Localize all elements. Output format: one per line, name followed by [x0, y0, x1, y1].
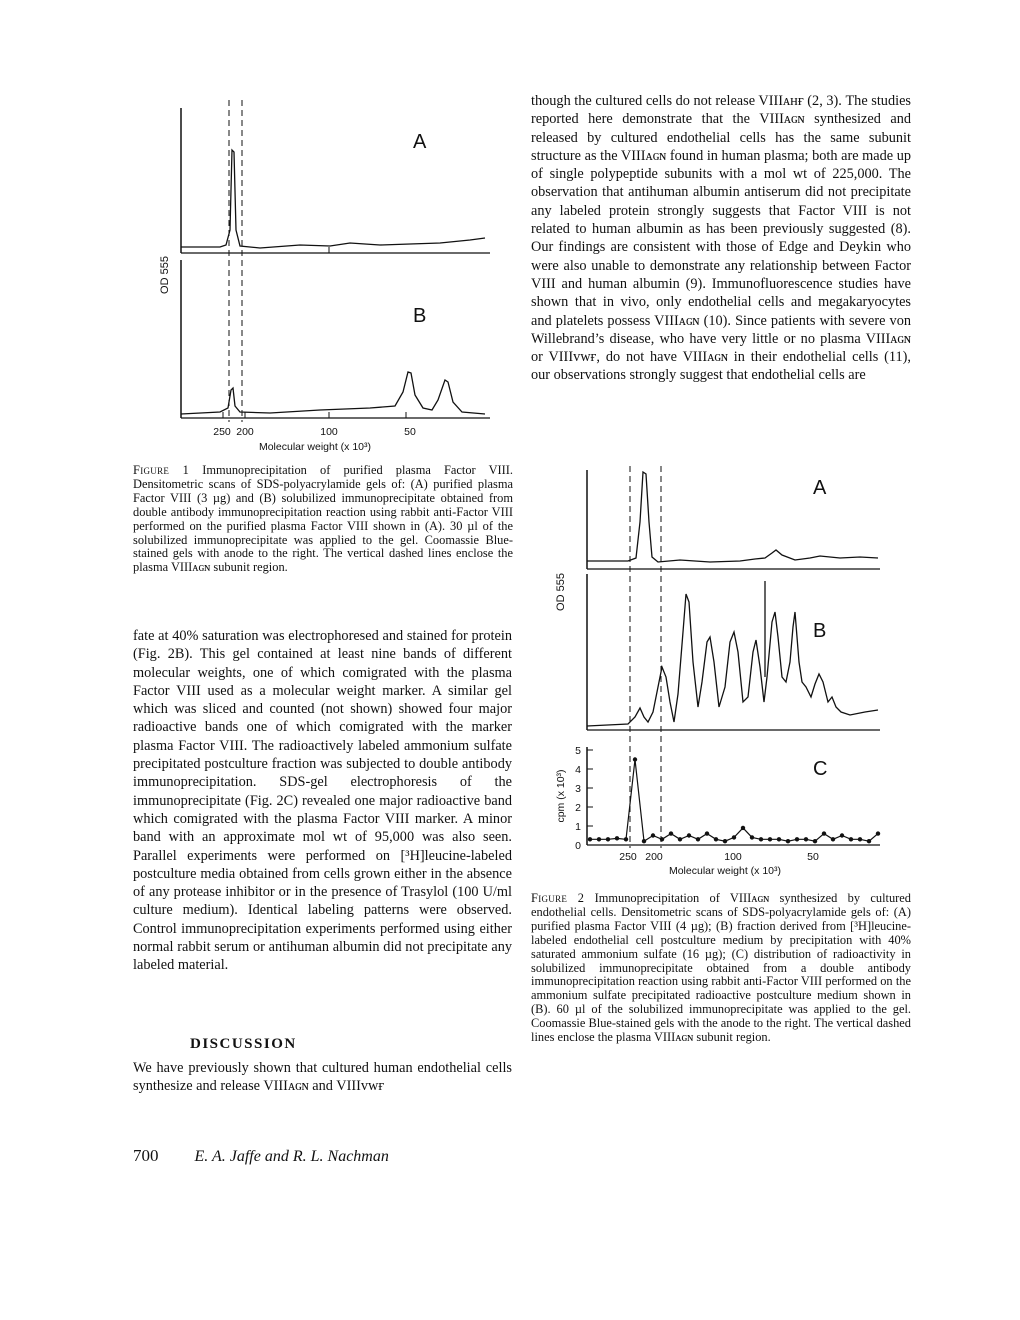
discussion-heading: DISCUSSION — [190, 1036, 297, 1052]
figure-2-chart — [540, 462, 900, 880]
fig2-c-axis-label: cpm (x 10³) — [555, 769, 567, 823]
fig2-tick-label-200: 200 — [645, 851, 663, 863]
fig2c-y-tick-label: 4 — [575, 764, 581, 776]
fig2c-data-point — [849, 837, 853, 841]
page-footer — [133, 1146, 389, 1166]
fig2-panel-c-line — [590, 760, 878, 842]
fig2c-data-point — [777, 837, 781, 841]
fig1-panel-b-label: B — [413, 305, 427, 327]
fig2c-data-point — [741, 826, 745, 830]
fig1-tick-label-100: 100 — [320, 426, 338, 438]
page-number: 700 — [133, 1146, 159, 1165]
fig2c-data-point — [588, 837, 592, 841]
figure-1-caption-label: Figure 1 — [133, 463, 190, 477]
fig2c-data-point — [867, 839, 871, 843]
fig1-panel-b-trace — [181, 372, 485, 414]
fig2c-y-tick-label: 5 — [575, 745, 581, 757]
fig2c-data-point — [597, 837, 601, 841]
fig1-y-axis-label: OD 555 — [159, 256, 171, 294]
fig2c-y-tick-label: 0 — [575, 840, 581, 852]
fig2-y-axis-label: OD 555 — [555, 573, 567, 611]
fig2c-data-point — [705, 831, 709, 835]
fig2-tick-label-50: 50 — [807, 851, 819, 863]
fig1-x-axis-label: Molecular weight (x 10³) — [258, 441, 372, 453]
fig2c-data-point — [660, 837, 664, 841]
figure-1-caption-text: Immunoprecipitation of purified plasma Factor VIII. Densitometric scans of SDS-polyacrylamide gels of: (A) purified plasma Factor VIII (3 µg) and (B) solubilized immunoprecipitate obtained from double antibody immunoprecipitation reaction using rabbit anti-Factor VIII performed on the purified plasma Factor VIII shown in (A). 30 µl of the solubilized immunoprecipitate was applied to the gel. Coomassie Blue-stained gels with anode to the right. The vertical dashed lines enclose the plasma VIIIᴀɢɴ subunit region. — [133, 463, 514, 575]
fig1-tick-label-50: 50 — [404, 426, 416, 438]
fig2c-data-point — [858, 837, 862, 841]
figure-2-caption-text: Immunoprecipitation of VIIIᴀɢɴ synthesized by cultured endothelial cells. Densitometric scans of SDS-polyacrylamide gels of: (A) purified plasma Factor VIII (4 µg); (B) fraction derived from [³H]leucine-labeled endothelial cell postculture medium by precipitation with 40% saturated ammonium sulfate (16 µg); (C) distribution of radioactivity in solubilized immunoprecipitate obtained from a double antibody immunoprecipitation reaction using rabbit anti-Factor VIII performed on the ammonium sulfate precipitated radioactive postculture medium shown in (B). 60 µl of the solubilized immunoprecipitate was applied to the gel. Coomassie Blue-stained gels with the anode to the right. The vertical dashed lines enclose the plasma VIIIᴀɢɴ subunit region. — [531, 891, 911, 1045]
fig2c-data-point — [606, 837, 610, 841]
fig2c-data-point — [813, 839, 817, 843]
fig2c-data-point — [696, 837, 700, 841]
fig2c-data-point — [678, 837, 682, 841]
figure-2-caption-label: Figure 2 — [531, 891, 585, 905]
fig2c-data-point — [822, 831, 826, 835]
right-body-paragraph: though the cultured cells do not release VIIIᴀʜғ (2, 3). The studies reported here demonstrate that the VIIIᴀɢɴ synthesized and released by cultured endothelial cells has the same subunit structure as the VIIIᴀɢɴ found in human plasma; both are made up of single polypeptide subunits with a mol wt of 225,000. The observation that antihuman albumin antiserum did not precipitate any labeled protein strongly suggests that Factor VIII is not related to human albumin as has been previously suggested (8). Our findings are consistent with those of Edge and Deykin who were also unable to demonstrate any relationship between Factor VIII and human albumin (9). Immunofluorescence studies have shown that in vivo, only endothelial cells and megakaryocytes and platelets possess VIIIᴀɢɴ (10). Since patients with severe von Willebrand’s disease, who have very little or no plasma VIIIᴀɢɴ or VIIIᴠᴡғ, do not have VIIIᴀɢɴ in their endothelial cells (11), our observations strongly suggest that endothelial cells are — [531, 93, 911, 384]
fig2c-data-point — [633, 757, 637, 761]
fig2-panel-a-label: A — [813, 477, 827, 499]
fig2-panel-b-trace — [587, 594, 878, 726]
fig1-tick-label-200: 200 — [236, 426, 254, 438]
author-line: E. A. Jaffe and R. L. Nachman — [194, 1148, 389, 1165]
fig2c-data-point — [759, 837, 763, 841]
fig1-tick-label-250: 250 — [213, 426, 231, 438]
fig2c-data-point — [786, 839, 790, 843]
fig2c-data-point — [831, 837, 835, 841]
fig2-tick-label-100: 100 — [724, 851, 742, 863]
fig2c-y-tick-label: 2 — [575, 802, 581, 814]
fig2c-data-point — [768, 837, 772, 841]
fig2c-data-point — [615, 836, 619, 840]
figure-2-caption — [531, 892, 911, 1045]
fig2c-data-point — [732, 835, 736, 839]
fig2c-data-point — [795, 837, 799, 841]
fig2c-y-tick-label: 1 — [575, 821, 581, 833]
left-body-paragraph: fate at 40% saturation was electrophoresed and stained for protein (Fig. 2B). This gel contained at least nine bands of different molecular weights, one of which comigrated with the plasma Factor VIII used as a molecular weight marker. A similar gel which was sliced and counted (not shown) showed four major radioactive bands one of which comigrated with the marker plasma Factor VIII. The radioactively labeled ammonium sulfate precipitated postculture fraction was subjected to double antibody immunoprecipitation. SDS-gel electrophoresis of the immunoprecipitate (Fig. 2C) revealed one major radioactive band which comigrated with the plasma Factor VIII marker. A minor band with an approximate mol wt of 95,000 was also seen. Parallel experiments were performed on [³H]leucine-labeled postculture media obtained from cells grown either in the absence of any protease inhibitor or in the presence of Trasylol (100 U/ml culture medium). Identical labeling patterns were observed. Control immunoprecipitation experiments performed using either normal rabbit serum or antihuman albumin did not precipitate any labeled material. — [133, 628, 512, 974]
fig2c-data-point — [642, 839, 646, 843]
fig2-tick-label-250: 250 — [619, 851, 637, 863]
fig2c-data-point — [840, 833, 844, 837]
fig2-x-axis-label: Molecular weight (x 10³) — [668, 865, 782, 877]
fig2-panel-c-label: C — [813, 758, 828, 780]
fig2c-data-point — [624, 837, 628, 841]
fig1-panel-a-label: A — [413, 131, 427, 153]
fig2-panel-c-points — [588, 757, 880, 843]
fig2c-data-point — [651, 833, 655, 837]
fig2c-data-point — [714, 837, 718, 841]
fig2c-data-point — [804, 837, 808, 841]
fig2c-y-tick-label: 3 — [575, 783, 581, 795]
fig2c-data-point — [687, 833, 691, 837]
fig2c-data-point — [723, 839, 727, 843]
figure-1-caption — [133, 464, 513, 575]
fig2-panel-b-label: B — [813, 620, 827, 642]
fig2c-data-point — [669, 831, 673, 835]
figure-1-chart — [140, 90, 500, 460]
fig2-panel-a-trace — [587, 472, 878, 562]
fig2c-data-point — [876, 831, 880, 835]
fig2-panel-c-y-ticks — [575, 745, 593, 852]
fig1-panel-a-trace — [181, 150, 485, 248]
fig2c-data-point — [750, 835, 754, 839]
discussion-paragraph: We have previously shown that cultured human endothelial cells synthesize and release VIIIᴀɢɴ and VIIIᴠᴡғ — [133, 1060, 512, 1095]
